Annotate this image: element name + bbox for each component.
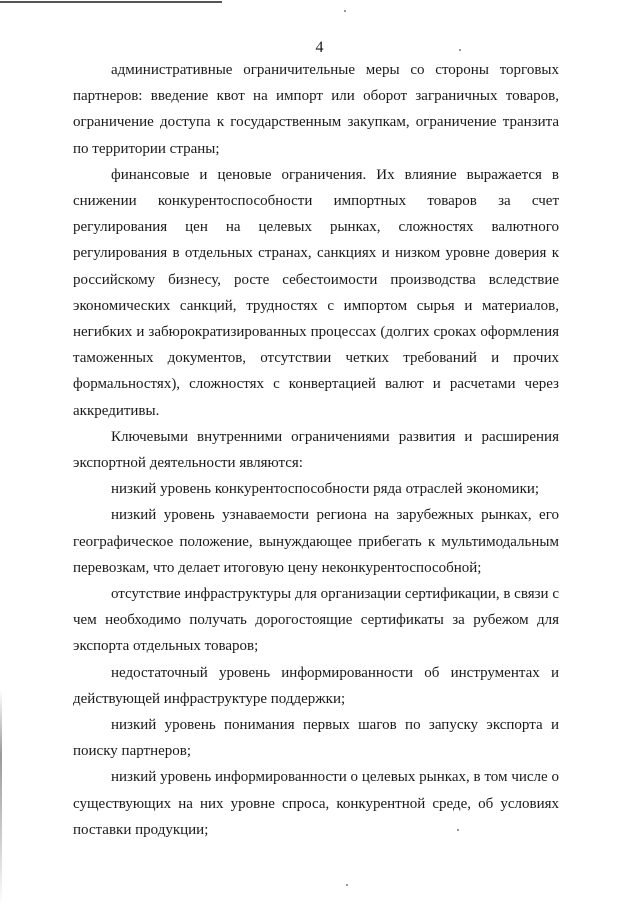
scan-artifact-line [0,1,222,3]
paragraph-financial-restrictions: финансовые и ценовые ограничения. Их влияние выражается в снижении конкурентоспособности импортных товаров за счет регулирования цен на целевых рынках, сложностях валютного регулирования в отдельных странах, санкциях и низком уровне доверия к российскому бизнесу, росте себестоимости производства вследствие экономических санкций, трудностях с импортом сырья и материалов, негибких и забюрократизированных процессах (долгих сроках оформления таможенных документов, отсутствии четких требований и прочих формальностях), сложностях с конвертацией валют и расчетами через аккредитивы. [73,166,559,419]
list-item-region-recognition: низкий уровень узнаваемости региона на зарубежных рынках, его географическое положение, вынуждающее прибегать к мультимодальным перевозкам, что делает итоговую цену неконкурентоспособной; [73,507,559,576]
list-item-target-markets: низкий уровень информированности о целевых рынках, в том числе о существующих на них уровне спроса, конкурентной среде, об условиях поставки продукции; [73,769,559,838]
scan-artifact-edge [0,690,2,905]
paragraph-internal-restrictions-intro: Ключевыми внутренними ограничениями развития и расширения экспортной деятельности являются: [73,428,559,472]
document-body [73,57,559,843]
scan-speck [346,884,348,886]
paragraph-administrative-measures: административные ограничительные меры со стороны торговых партнеров: введение квот на импорт или оборот заграничных товаров, ограничение доступа к государственным закупкам, ограничение транзита по территории страны; [73,62,559,157]
list-item-certification: отсутствие инфраструктуры для организации сертификации, в связи с чем необходимо получать дорогостоящие сертификаты за рубежом для экспорта отдельных товаров; [73,586,559,655]
list-item-competitiveness: низкий уровень конкурентоспособности ряда отраслей экономики; [111,481,540,498]
page-number: 4 [315,39,324,56]
list-item-export-first-steps: низкий уровень понимания первых шагов по запуску экспорта и поиску партнеров; [73,717,559,760]
scan-speck [344,10,346,12]
list-item-support-awareness: недостаточный уровень информированности об инструментах и действующей инфраструктуре поддержки; [73,664,559,707]
